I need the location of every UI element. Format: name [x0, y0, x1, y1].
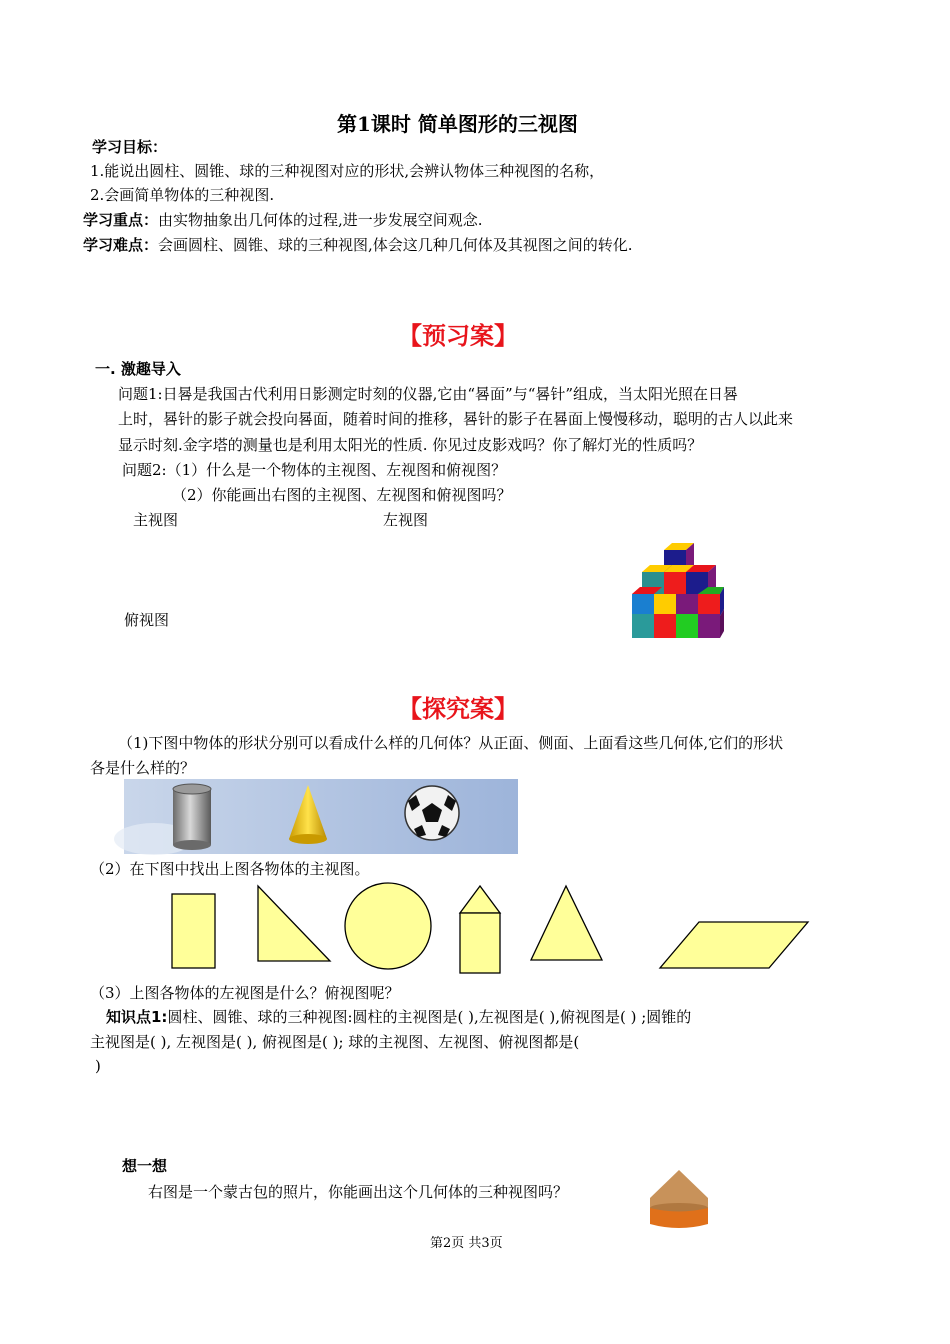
- question-2-line-1: 问题2:（1）什么是一个物体的主视图、左视图和俯视图？: [122, 461, 507, 479]
- left-view-label: 左视图: [383, 511, 429, 529]
- objectives-label: 学习目标：: [92, 138, 168, 156]
- question-2-line-2: （2）你能画出右图的主视图、左视图和俯视图吗？: [172, 486, 512, 504]
- top-view-label: 俯视图: [124, 611, 170, 629]
- isosceles-triangle-shape: [531, 886, 602, 960]
- explore-heading: 【探究案】: [398, 695, 518, 723]
- knowledge-point-1-line-3: ): [95, 1057, 101, 1075]
- key-point-label: 学习重点：: [83, 211, 159, 229]
- preview-heading: 【预习案】: [398, 322, 518, 350]
- question-1-line-2: 上时，晷针的影子就会投向晷面，随着时间的推移，晷针的影子在晷面上慢慢移动，聪明的古人以此来: [118, 410, 794, 428]
- house-roof-shape: [460, 886, 500, 913]
- right-triangle-shape: [258, 886, 330, 961]
- yurt-image: [650, 1168, 710, 1230]
- difficulty-label: 学习难点：: [83, 236, 159, 254]
- question-1-line-1: 问题1:日晷是我国古代利用日影测定时刻的仪器,它由“晷面”与“晷针”组成，当太阳光照在日晷: [118, 385, 739, 403]
- rectangle-shape: [172, 894, 215, 968]
- explore-p2: （2）在下图中找出上图各物体的主视图。: [90, 860, 370, 878]
- yurt-roof: [650, 1170, 708, 1208]
- knowledge-point-1-label: 知识点1:: [106, 1008, 168, 1026]
- house-body-shape: [460, 913, 500, 973]
- think-text: 右图是一个蒙古包的照片，你能画出这个几何体的三种视图吗？: [148, 1183, 569, 1201]
- front-view-options: [160, 884, 620, 974]
- front-view-label: 主视图: [133, 511, 179, 529]
- knowledge-point-1-line-2: 主视图是( ), 左视图是( ), 俯视图是( ); 球的主视图、左视图、俯视图都是(: [90, 1033, 580, 1051]
- objective-item-1: 1.能说出圆柱、圆锥、球的三种视图对应的形状,会辨认物体三种视图的名称，: [90, 162, 605, 180]
- explore-p1-line-1: （1)下图中物体的形状分别可以看成什么样的几何体？从正面、侧面、上面看这些几何体,它们的形状: [118, 734, 784, 752]
- parallelogram-figure: [660, 920, 810, 970]
- knowledge-point-1-text: 圆柱、圆锥、球的三种视图:圆柱的主视图是( ),左视图是( ),俯视图是( ) ;圆锥的: [167, 1008, 692, 1026]
- objective-item-2: 2.会画简单物体的三种视图.: [90, 186, 275, 204]
- solids-photo: [124, 779, 518, 854]
- page-title: 第1课时 简单图形的三视图: [337, 112, 578, 136]
- explore-p1-line-2: 各是什么样的？: [90, 759, 196, 777]
- difficulty: [83, 232, 633, 259]
- explore-p3: （3）上图各物体的左视图是什么？俯视图呢？: [90, 984, 400, 1002]
- key-point: [83, 207, 483, 234]
- key-point-text: 由实物抽象出几何体的过程,进一步发展空间观念.: [158, 211, 483, 229]
- cylinder-shape: [173, 789, 211, 845]
- circle-shape: [345, 883, 431, 969]
- cube-stack-image: [628, 542, 728, 642]
- parallelogram-shape: [660, 922, 808, 968]
- page-footer: 第2页 共3页: [430, 1236, 503, 1251]
- question-1-line-3: 显示时刻.金字塔的测量也是利用太阳光的性质. 你见过皮影戏吗？你了解灯光的性质吗？: [118, 436, 703, 454]
- section-1-heading: 一. 激趣导入: [95, 360, 181, 378]
- difficulty-text: 会画圆柱、圆锥、球的三种视图,体会这几种几何体及其视图之间的转化.: [158, 236, 633, 254]
- think-label: 想一想: [122, 1157, 168, 1175]
- knowledge-point-1-line-1: [106, 1004, 691, 1031]
